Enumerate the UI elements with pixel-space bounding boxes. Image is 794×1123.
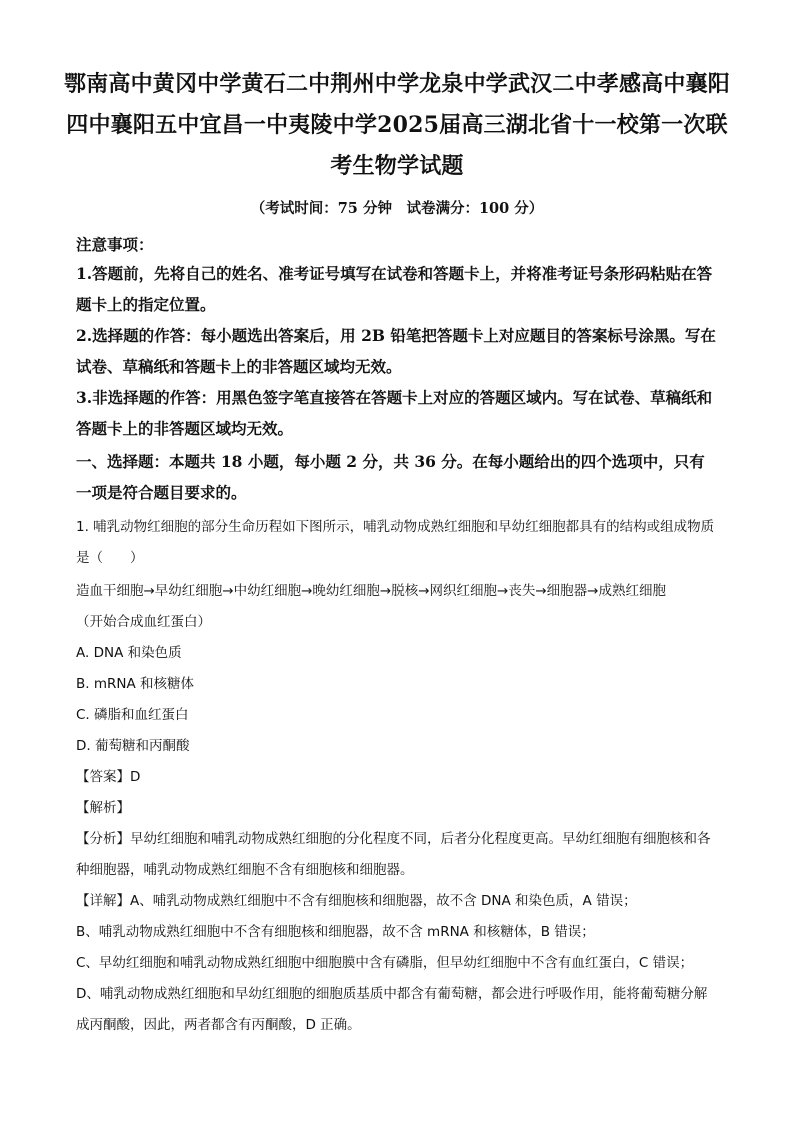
notice-heading: 注意事项： xyxy=(76,235,154,254)
option-a: A. DNA 和染色质 xyxy=(76,645,182,661)
notice-item-3: 3.非选择题的作答：用黑色签字笔直接答在答题卡上对应的答题区域内。写在试卷、草稿纸和答题卡上的非答题区域均无效。 xyxy=(76,388,713,438)
cell-flow-note: （开始合成血红蛋白） xyxy=(76,614,211,630)
option-b: B. mRNA 和核糖体 xyxy=(76,676,194,692)
document-body xyxy=(76,232,718,1041)
analysis-tag: 【解析】 xyxy=(76,800,130,816)
option-c: C. 磷脂和血红蛋白 xyxy=(76,707,189,723)
analysis-paragraph xyxy=(76,824,718,886)
notice-item-1: 1.答题前，先将自己的姓名、准考证号填写在试卷和答题卡上，并将准考证号条形码粘贴在答题卡上的指定位置。 xyxy=(76,264,713,314)
cell-flow: 造血干细胞→早幼红细胞→中幼红细胞→晚幼红细胞→脱核→网织红细胞→丧失→细胞器→成熟红细胞 xyxy=(76,583,666,599)
analysis-sub-tag: 【分析】 xyxy=(76,831,130,847)
analysis-text: 早幼红细胞和哺乳动物成熟红细胞的分化程度不同，后者分化程度更高。早幼红细胞有细胞核和各种细胞器，哺乳动物成熟红细胞不含有细胞核和细胞器。 xyxy=(76,831,711,878)
detail-tag: 【详解】 xyxy=(76,893,130,909)
option-d: D. 葡萄糖和丙酮酸 xyxy=(76,738,190,754)
exam-subtitle: （考试时间：75 分钟 试卷满分：100 分） xyxy=(250,200,544,217)
detail-line-c: C、早幼红细胞和哺乳动物成熟红细胞中细胞膜中含有磷脂，但早幼红细胞中不含有血红蛋白，C 错误； xyxy=(76,955,694,971)
answer-tag: 【答案】 xyxy=(76,769,130,785)
question-stem: 1. 哺乳动物红细胞的部分生命历程如下图所示，哺乳动物成熟红细胞和早幼红细胞都具有的结构或组成物质是（ ） xyxy=(76,519,715,566)
answer-value: D xyxy=(130,769,141,785)
detail-text-a: A、哺乳动物成熟红细胞中不含有细胞核和细胞器，故不含 DNA 和染色质，A 错误； xyxy=(130,893,637,909)
exam-title: 鄂南高中黄冈中学黄石二中荆州中学龙泉中学武汉二中孝感高中襄阳四中襄阳五中宜昌一中夷陵中学2025届高三湖北省十一校第一次联考生物学试题 xyxy=(63,71,730,179)
detail-line-d: D、哺乳动物成熟红细胞和早幼红细胞的细胞质基质中都含有葡萄糖，都会进行呼吸作用，能将葡萄糖分解成丙酮酸，因此，两者都含有丙酮酸，D 正确。 xyxy=(76,986,708,1033)
detail-line-b: B、哺乳动物成熟红细胞中不含有细胞核和细胞器，故不含 mRNA 和核糖体，B 错误； xyxy=(76,924,595,940)
answer-line xyxy=(76,762,718,793)
section-heading: 一、选择题：本题共 18 小题，每小题 2 分，共 36 分。在每小题给出的四个选项中，只有一项是符合题目要求的。 xyxy=(76,452,705,502)
detail-line-a xyxy=(76,886,718,917)
notice-item-2: 2.选择题的作答：每小题选出答案后，用 2B 铅笔把答题卡上对应题目的答案标号涂黑。写在试卷、草稿纸和答题卡上的非答题区域均无效。 xyxy=(76,326,716,376)
